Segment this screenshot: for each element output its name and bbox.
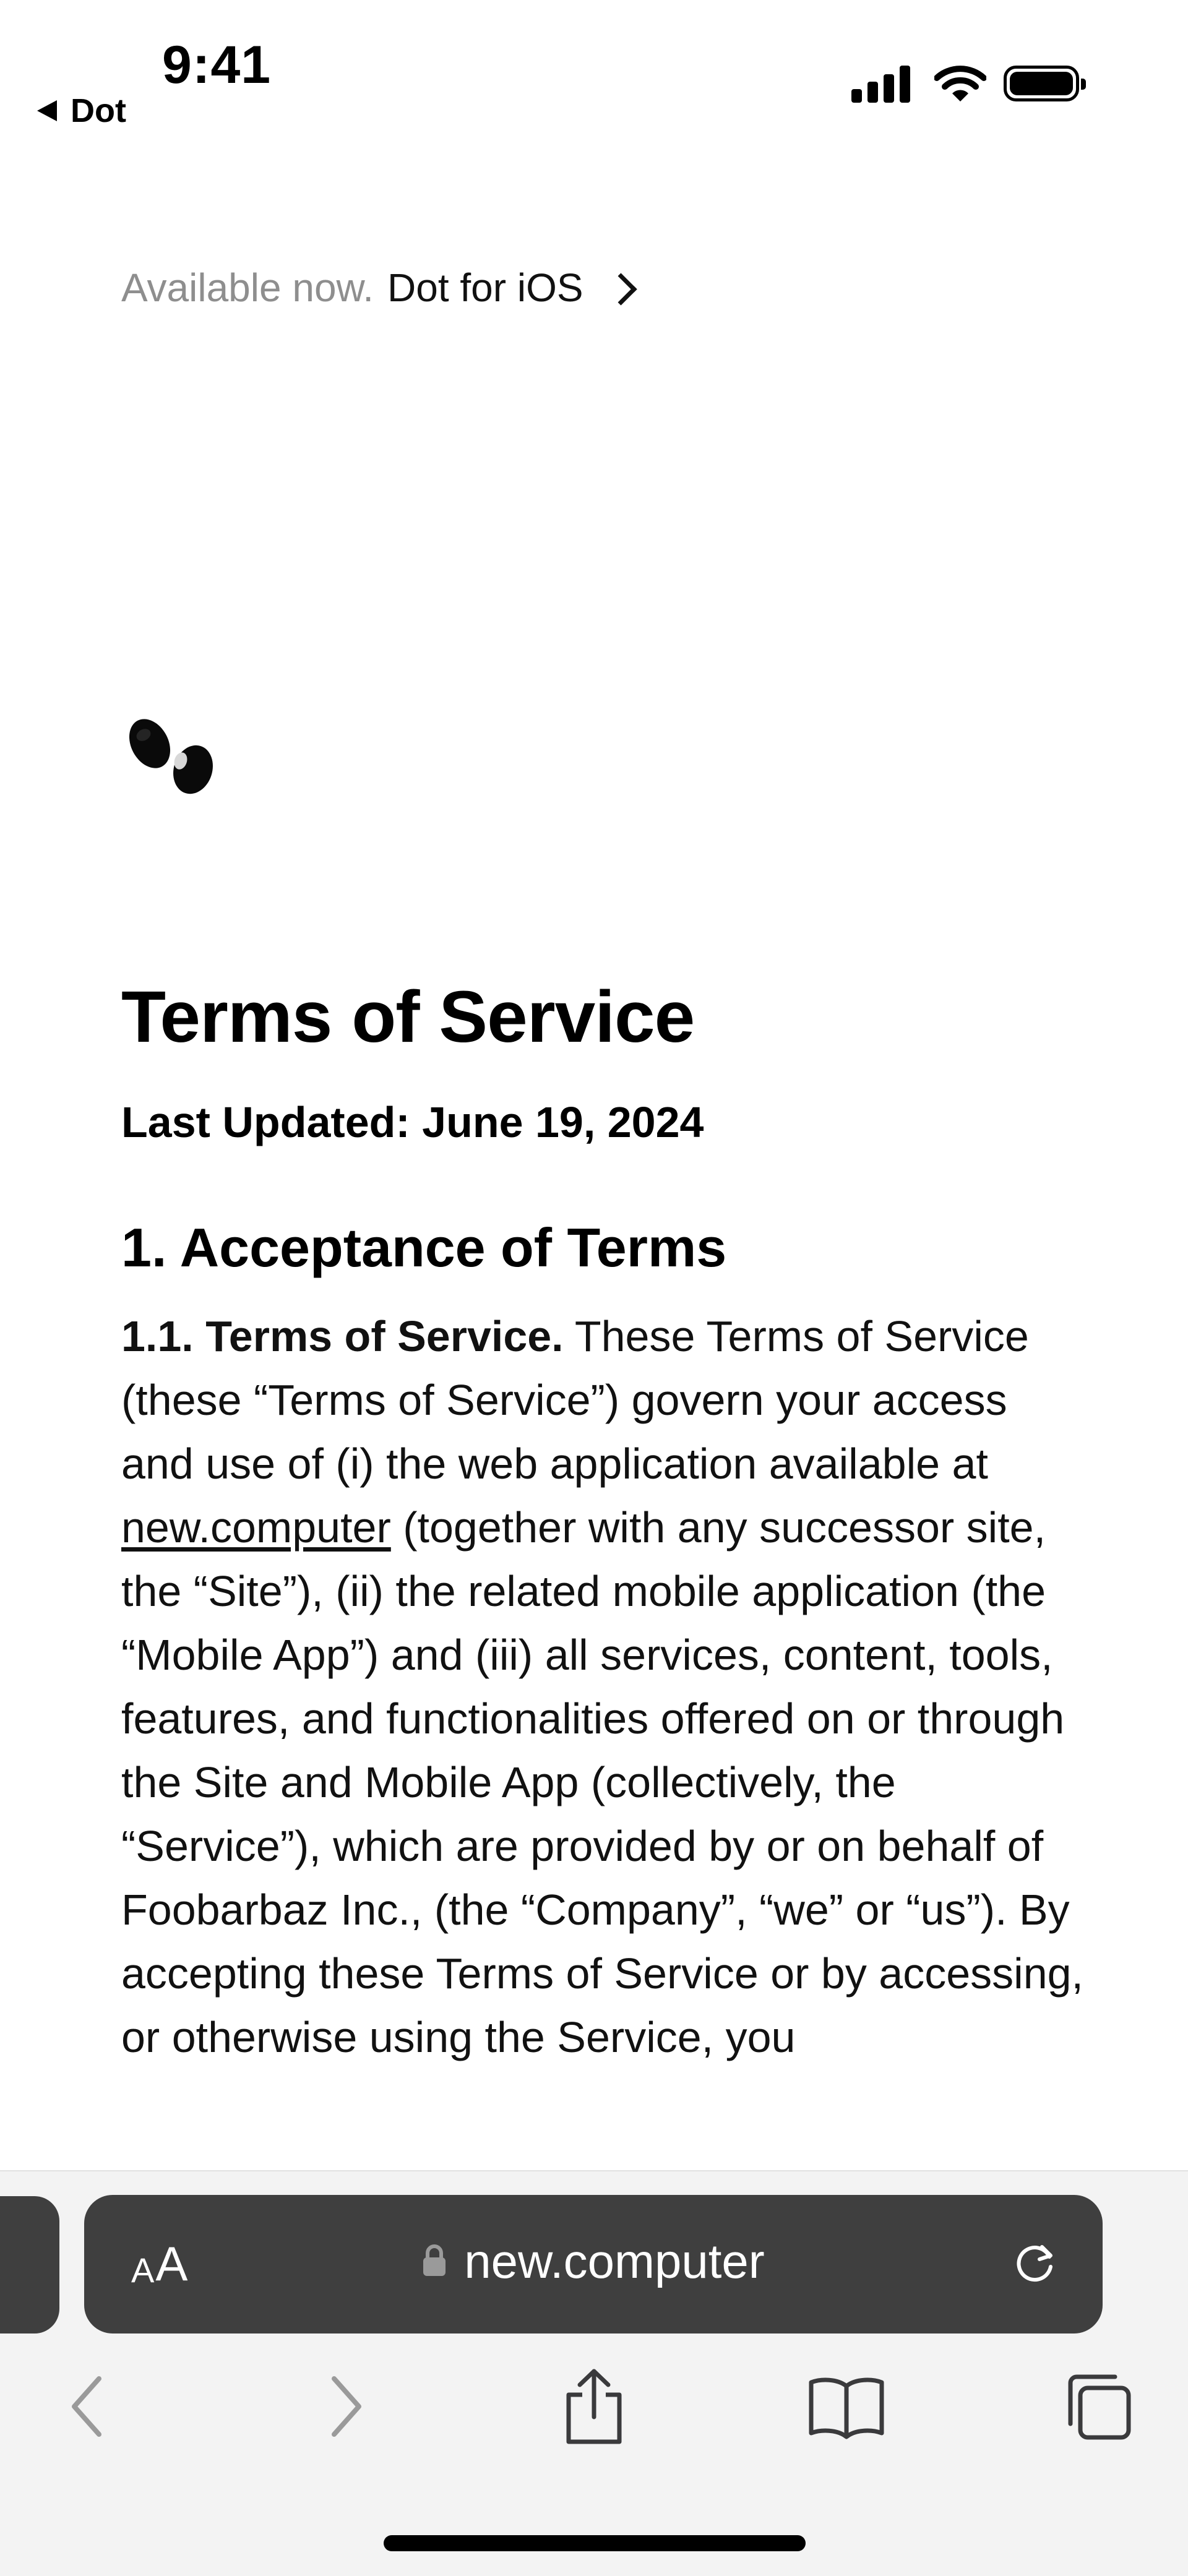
bookmarks-icon xyxy=(806,2372,887,2441)
back-button[interactable] xyxy=(45,2363,131,2450)
status-icons xyxy=(851,64,1079,103)
tabs-icon xyxy=(1061,2369,1135,2444)
share-button[interactable] xyxy=(551,2363,637,2450)
back-triangle-icon xyxy=(37,100,57,121)
reload-icon[interactable] xyxy=(1011,2238,1061,2288)
back-icon xyxy=(63,2372,113,2441)
paragraph-text-after-link: (together with any successor site, the “Site”), (ii) the related mobile application (the “Mobile App”) and (iii) all services, content, tools, features, and functionalities offered on or through the Site and Mobile App (collectively, the “Service”), which are provided by or on behalf of Foobarbaz Inc., (the “Company”, “we” or “us”). By accepting these Terms of Service or by accessing, or otherwise using the Service, you xyxy=(121,1503,1084,2062)
address-bar[interactable] xyxy=(84,2195,1103,2333)
promo-banner[interactable] xyxy=(121,265,632,311)
battery-icon xyxy=(1004,66,1079,101)
article xyxy=(121,977,1087,2171)
url-text: new.computer xyxy=(464,2234,765,2288)
dot-logo[interactable] xyxy=(118,711,223,804)
status-time: 9:41 xyxy=(162,35,272,95)
wifi-icon xyxy=(934,64,986,103)
previous-tab-peek[interactable] xyxy=(0,2196,59,2333)
url-display[interactable] xyxy=(84,2233,1103,2290)
back-to-app-button[interactable] xyxy=(37,92,126,130)
terms-paragraph xyxy=(121,1305,1087,2069)
promo-muted-text: Available now. xyxy=(121,265,374,310)
lock-icon xyxy=(422,2243,447,2277)
paragraph-lead: 1.1. Terms of Service. xyxy=(121,1312,564,1361)
share-icon xyxy=(560,2366,628,2447)
home-indicator[interactable] xyxy=(384,2535,806,2551)
forward-button[interactable] xyxy=(302,2363,389,2450)
status-bar xyxy=(0,0,1188,148)
back-app-label: Dot xyxy=(71,92,126,129)
signal-icon xyxy=(851,64,916,103)
text-size-small-a: A xyxy=(131,2251,155,2290)
tabs-button[interactable] xyxy=(1054,2363,1141,2450)
text-size-large-a: A xyxy=(155,2236,188,2291)
forward-icon xyxy=(321,2372,370,2441)
page-title: Terms of Service xyxy=(121,977,695,1058)
section-heading: 1. Acceptance of Terms xyxy=(121,1216,727,1278)
site-link[interactable]: new.computer xyxy=(121,1503,391,1552)
chevron-right-icon xyxy=(605,273,637,305)
promo-link[interactable]: Dot for iOS xyxy=(387,265,583,310)
bookmarks-button[interactable] xyxy=(803,2363,890,2450)
last-updated: Last Updated: June 19, 2024 xyxy=(121,1097,704,1146)
paragraph-text-before-link: These Terms of Service (these “Terms of Service”) govern your access and use of (i) the web application available at xyxy=(121,1312,1029,1488)
